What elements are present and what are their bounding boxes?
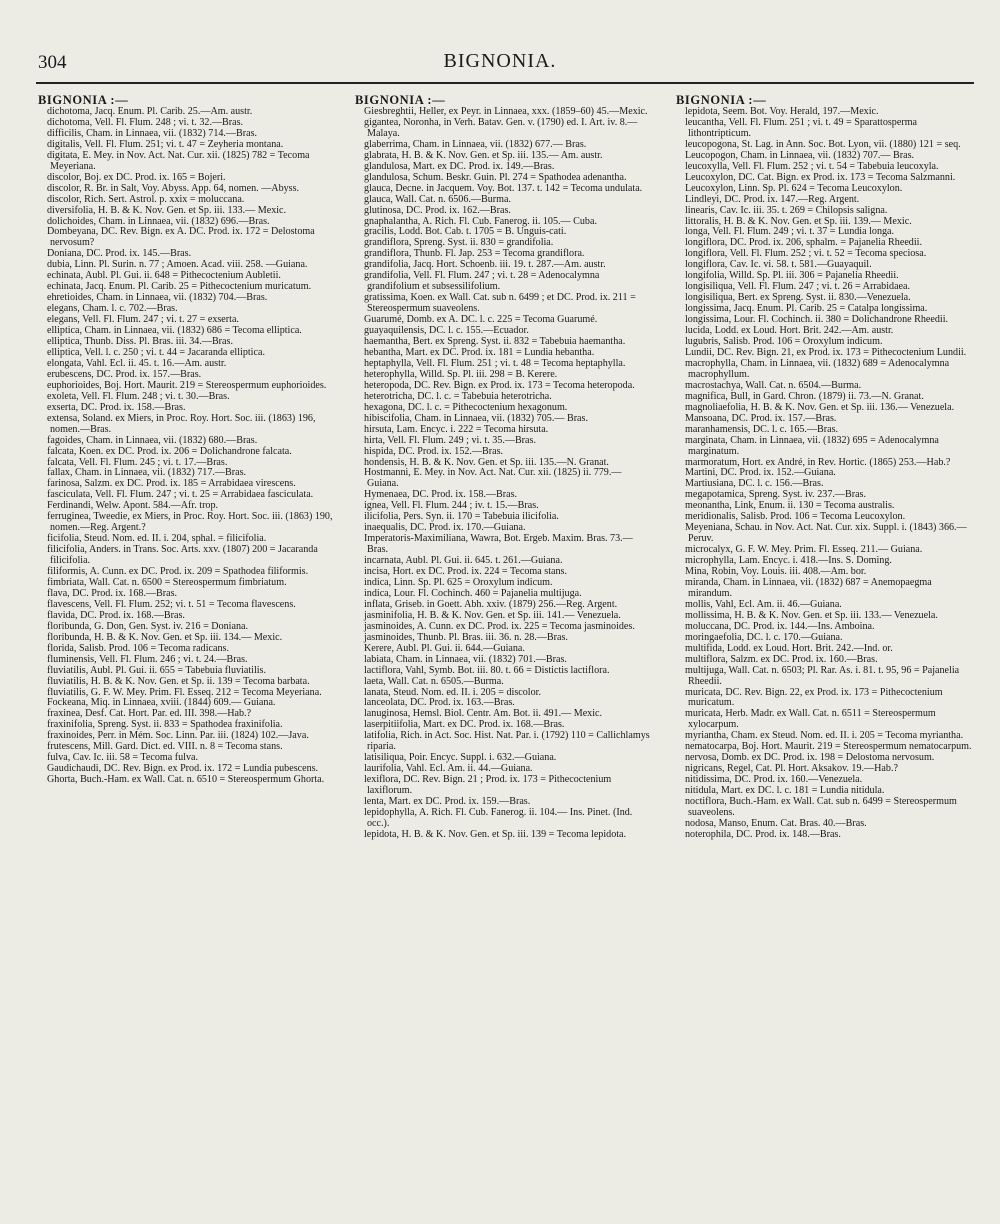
index-entry: meridionalis, Salisb. Prod. 106 = Tecoma Leucoxylon. xyxy=(685,511,906,523)
index-entry: lepidophylla, A. Rich. Fl. Cub. Fanerog. ii. 104.— Ins. Pinet. (Ind. occ.). xyxy=(364,807,633,829)
index-entry: incarnata, Aubl. Pl. Gui. ii. 645. t. 261.—Guiana. xyxy=(364,555,563,567)
index-entry: heptaphylla, Vell. Fl. Flum. 251 ; vi. t. 48 = Tecoma heptaphylla. xyxy=(364,357,626,369)
index-entry: fluminensis, Vell. Fl. Flum. 246 ; vi. t. 24.—Bras. xyxy=(47,653,248,665)
index-entry: flavescens, Vell. Fl. Flum. 252; vi. t. 51 = Tecoma flavescens. xyxy=(47,598,296,610)
index-entry: Lundii, DC. Rev. Bign. 21, ex Prod. ix. 173 = Pithecoctenium Lundii. xyxy=(685,346,967,358)
index-entry: floribunda, H. B. & K. Nov. Gen. et Sp. iii. 134.— Mexic. xyxy=(47,631,283,643)
index-entry: glabrata, H. B. & K. Nov. Gen. et Sp. iii. 135.— Am. austr. xyxy=(364,149,603,161)
index-entry: dubia, Linn. Pl. Surin. n. 77 ; Amoen. Acad. viii. 258. —Guiana. xyxy=(47,259,308,271)
index-entry: Mina, Robin, Voy. Louis. iii. 408.—Am. bor. xyxy=(685,566,867,578)
index-entry: Martiusiana, DC. l. c. 156.—Bras. xyxy=(685,478,824,490)
index-entry: lanata, Steud. Nom. ed. II. i. 205 = discolor. xyxy=(364,686,541,698)
running-head: BIGNONIA. xyxy=(443,50,557,72)
index-entry: indica, Linn. Sp. Pl. 625 = Oroxylum indicum. xyxy=(364,576,553,588)
index-entry: glauca, Decne. in Jacquem. Voy. Bot. 137. t. 142 = Tecoma undulata. xyxy=(364,182,643,194)
entry-list xyxy=(38,107,334,786)
index-entry: mollissima, H. B. & K. Nov. Gen. et Sp. iii. 133.— Venezuela. xyxy=(685,609,938,621)
entry-list xyxy=(676,107,972,841)
index-entry: nematocarpa, Boj. Hort. Maurit. 219 = Stereospermum nematocarpum. xyxy=(685,741,972,753)
index-entry: grandiflora, Spreng. Syst. ii. 830 = grandifolia. xyxy=(364,237,554,249)
column-heading: BIGNONIA :— xyxy=(355,93,446,107)
index-entry: grandifolia, Jacq. Hort. Schoenb. iii. 19. t. 287.—Am. austr. xyxy=(364,259,606,271)
index-entry: fraxinifolia, Spreng. Syst. ii. 833 = Spathodea fraxinifolia. xyxy=(47,719,283,731)
index-entry: fluviatilis, G. F. W. Mey. Prim. Fl. Esseq. 212 = Tecoma Meyeriana. xyxy=(47,686,322,698)
index-entry: lugubris, Salisb. Prod. 106 = Oroxylum indicum. xyxy=(685,336,883,348)
index-entry: Lindleyi, DC. Prod. ix. 147.—Reg. Argent. xyxy=(685,193,860,205)
index-entry: noctiflora, Buch.-Ham. ex Wall. Cat. sub n. 6499 = Stereospermum suaveolens. xyxy=(685,796,957,818)
index-entry: elliptica, Vell. l. c. 250 ; vi. t. 44 = Jacaranda elliptica. xyxy=(47,346,265,358)
index-entry: glandulosa, Schum. Beskr. Guin. Pl. 274 = Spathodea adenantha. xyxy=(364,171,627,183)
index-entry: marmoratum, Hort. ex André, in Rev. Hortic. (1865) 253.—Hab.? xyxy=(685,456,951,468)
index-entry: gigantea, Noronha, in Verh. Batav. Gen. v. (1790) ed. I. Art. iv. 8.—Malaya. xyxy=(364,116,638,139)
index-entry: ferruginea, Tweedie, ex Miers, in Proc. Roy. Hort. Soc. iii. (1863) 190, nomen.—Reg. Argent.? xyxy=(47,511,333,534)
index-entry: Martini, DC. Prod. ix. 152.—Guiana. xyxy=(685,467,836,479)
index-entry: exoleta, Vell. Fl. Flum. 248 ; vi. t. 30.—Bras. xyxy=(47,390,230,402)
index-entry: jasminoides, Thunb. Pl. Bras. iii. 36. n. 28.—Bras. xyxy=(364,631,568,643)
index-entry: lucida, Lodd. ex Loud. Hort. Brit. 242.—Am. austr. xyxy=(685,325,894,337)
index-entry: euphorioides, Boj. Hort. Maurit. 219 = Stereospermum euphorioides. xyxy=(47,379,327,391)
index-entry: exserta, DC. Prod. ix. 158.—Bras. xyxy=(47,401,186,413)
index-entry: leucantha, Vell. Fl. Flum. 251 ; vi. t. 49 = Sparattosperma lithontripticum. xyxy=(685,116,918,139)
index-entry: microphylla, Lam. Encyc. i. 418.—Ins. S. Doming. xyxy=(685,555,892,567)
index-entry: nitidula, Mart. ex DC. l. c. 181 = Lundia nitidula. xyxy=(685,785,885,797)
index-entry: glaberrima, Cham. in Linnaea, vii. (1832) 677.— Bras. xyxy=(364,138,587,150)
index-entry: Leucoxylon, Linn. Sp. Pl. 624 = Tecoma Leucoxylon. xyxy=(685,182,903,194)
index-entry: heterotricha, DC. l. c. = Tabebuia heterotricha. xyxy=(364,390,552,402)
index-entry: ilicifolia, Pers. Syn. ii. 170 = Tabebuia ilicifolia. xyxy=(364,511,559,523)
index-entry: ignea, Vell. Fl. Flum. 244 ; iv. t. 15.—Bras. xyxy=(364,500,539,512)
index-entry: Mansoana, DC. Prod. ix. 157.—Bras. xyxy=(685,412,837,424)
index-entry: glandulosa, Mart. ex DC. Prod. ix. 149.—Bras. xyxy=(364,160,555,172)
index-entry: nervosa, Domb. ex DC. Prod. ix. 198 = Delostoma nervosum. xyxy=(685,752,935,764)
index-entry: fagoides, Cham. in Linnaea, vii. (1832) 680.—Bras. xyxy=(47,434,258,446)
index-entry: nitidissima, DC. Prod. ix. 160.—Venezuela. xyxy=(685,774,863,786)
index-entry: Guarumé, Domb. ex A. DC. l. c. 225 = Tecoma Guarumé. xyxy=(364,314,598,326)
index-entry: discolor, R. Br. in Salt, Voy. Abyss. App. 64, nomen. —Abyss. xyxy=(47,182,300,194)
column-heading: BIGNONIA :— xyxy=(676,93,767,107)
column-1 xyxy=(38,92,334,786)
index-entry: extensa, Soland. ex Miers, in Proc. Roy. Hort. Soc. iii. (1863) 196, nomen.—Bras. xyxy=(47,412,316,435)
index-entry: macrophylla, Cham. in Linnaea, vii. (1832) 689 = Adenocalymna macrophyllum. xyxy=(685,357,950,380)
index-entry: noterophila, DC. Prod. ix. 148.—Bras. xyxy=(685,828,841,840)
index-entry: leucoxylla, Vell. Fl. Flum. 252 ; vi. t. 54 = Tabebuia leucoxyla. xyxy=(685,160,939,172)
index-entry: megapotamica, Spreng. Syst. iv. 237.—Bras. xyxy=(685,489,867,501)
index-entry: farinosa, Salzm. ex DC. Prod. ix. 185 = Arrabidaea virescens. xyxy=(47,478,296,490)
index-entry: longissima, Lour. Fl. Cochinch. ii. 380 = Dolichandrone Rheedii. xyxy=(685,314,949,326)
index-entry: Leucopogon, Cham. in Linnaea, vii. (1832) 707.— Bras. xyxy=(685,149,915,161)
index-entry: discolor, Boj. ex DC. Prod. ix. 165 = Bojeri. xyxy=(47,171,226,183)
index-entry: dichotoma, Vell. Fl. Flum. 248 ; vi. t. 32.—Bras. xyxy=(47,116,244,128)
index-entry: microcalyx, G. F. W. Mey. Prim. Fl. Esseq. 211.— Guiana. xyxy=(685,544,923,556)
index-entry: fallax, Cham. in Linnaea, vii. (1832) 717.—Bras. xyxy=(47,467,247,479)
index-entry: glutinosa, DC. Prod. ix. 162.—Bras. xyxy=(364,204,511,216)
index-entry: Doniana, DC. Prod. ix. 145.—Bras. xyxy=(47,248,192,260)
header-rule xyxy=(36,82,974,84)
index-entry: flavida, DC. Prod. ix. 168.—Bras. xyxy=(47,609,185,621)
index-entry: elegans, Vell. Fl. Flum. 247 ; vi. t. 27 = exserta. xyxy=(47,314,239,326)
index-entry: gratissima, Koen. ex Wall. Cat. sub n. 6499 ; et DC. Prod. ix. 211 = Stereospermum suaveolens. xyxy=(364,292,636,315)
index-entry: filicifolia, Anders. in Trans. Soc. Arts. xxv. (1807) 200 = Jacaranda filicifolia. xyxy=(47,544,318,567)
index-entry: jasminifolia, H. B. & K. Nov. Gen. et Sp. iii. 141.— Venezuela. xyxy=(364,609,621,621)
index-entry: hexagona, DC. l. c. = Pithecoctenium hexagonum. xyxy=(364,401,568,413)
index-entry: moringaefolia, DC. l. c. 170.—Guiana. xyxy=(685,631,843,643)
index-entry: frutescens, Mill. Gard. Dict. ed. VIII. n. 8 = Tecoma stans. xyxy=(47,741,283,753)
index-entry: longiflora, Vell. Fl. Flum. 252 ; vi. t. 52 = Tecoma speciosa. xyxy=(685,248,927,260)
index-entry: heteropoda, DC. Rev. Bign. ex Prod. ix. 173 = Tecoma heteropoda. xyxy=(364,379,635,391)
index-entry: magnoliaefolia, H. B. & K. Nov. Gen. et Sp. iii. 136.— Venezuela. xyxy=(685,401,955,413)
index-entry: dolichoides, Cham. in Linnaea, vii. (1832) 696.—Bras. xyxy=(47,215,270,227)
index-entry: ficifolia, Steud. Nom. ed. II. i. 204, sphal. = filicifolia. xyxy=(47,533,267,545)
index-entry: fluviatilis, Aubl. Pl. Gui. ii. 655 = Tabebuia fluviatilis. xyxy=(47,664,267,676)
index-entry: fraxinoides, Perr. in Mém. Soc. Linn. Par. iii. (1824) 102.—Java. xyxy=(47,730,309,742)
index-entry: lanceolata, DC. Prod. ix. 163.—Bras. xyxy=(364,697,515,709)
index-entry: fimbriata, Wall. Cat. n. 6500 = Stereospermum fimbriatum. xyxy=(47,576,287,588)
index-entry: multiflora, Salzm. ex DC. Prod. ix. 160.—Bras. xyxy=(685,653,878,665)
index-entry: myriantha, Cham. ex Steud. Nom. ed. II. i. 205 = Tecoma myriantha. xyxy=(685,730,964,742)
index-entry: dichotoma, Jacq. Enum. Pl. Carib. 25.—Am. austr. xyxy=(47,106,253,117)
index-entry: Imperatoris-Maximiliana, Wawra, Bot. Ergeb. Maxim. Bras. 73.—Bras. xyxy=(364,533,633,556)
index-entry: longiflora, Cav. Ic. vi. 58. t. 581.—Guayaquil. xyxy=(685,259,872,271)
index-entry: difficilis, Cham. in Linnaea, vii. (1832) 714.—Bras. xyxy=(47,127,258,139)
index-entry: filiformis, A. Cunn. ex DC. Prod. ix. 209 = Spathodea filiformis. xyxy=(47,566,309,578)
column-2 xyxy=(355,92,651,841)
index-entry: longiflora, DC. Prod. ix. 206, sphalm. = Pajanelia Rheedii. xyxy=(685,237,922,249)
index-entry: grandifolia, Vell. Fl. Flum. 247 ; vi. t. 28 = Adenocalymna grandifolium et subsessilifolium. xyxy=(364,270,600,293)
index-entry: littoralis, H. B. & K. Nov. Gen. et Sp. iii. 139.— Mexic. xyxy=(685,215,912,227)
index-entry: multifida, Lodd. ex Loud. Hort. Brit. 242.—Ind. or. xyxy=(685,642,893,654)
index-entry: Hymenaea, DC. Prod. ix. 158.—Bras. xyxy=(364,489,518,501)
index-entry: elongata, Vahl. Ecl. ii. 45. t. 16.—Am. austr. xyxy=(47,357,227,369)
index-entry: guayaquilensis, DC. l. c. 155.—Ecuador. xyxy=(364,325,529,337)
index-entry: indica, Lour. Fl. Cochinch. 460 = Pajanelia multijuga. xyxy=(364,587,582,599)
index-entry: Meyeniana, Schau. in Nov. Act. Nat. Cur. xix. Suppl. i. (1843) 366.—Peruv. xyxy=(685,522,967,545)
index-entry: Hostmanni, E. Mey. in Nov. Act. Nat. Cur. xii. (1825) ii. 779.—Guiana. xyxy=(364,467,622,490)
index-entry: Giesbreghtii, Heller, ex Peyr. in Linnaea, xxx. (1859–60) 45.—Mexic. xyxy=(364,106,648,117)
entry-list xyxy=(355,107,651,841)
index-entry: longisiliqua, Bert. ex Spreng. Syst. ii. 830.—Venezuela. xyxy=(685,292,911,304)
index-entry: multijuga, Wall. Cat. n. 6503; Pl. Rar. As. i. 81. t. 95, 96 = Pajanelia Rheedii. xyxy=(685,664,960,687)
index-entry: elliptica, Thunb. Diss. Pl. Bras. iii. 34.—Bras. xyxy=(47,336,233,348)
index-entry: fasciculata, Vell. Fl. Flum. 247 ; vi. t. 25 = Arrabidaea fasciculata. xyxy=(47,489,314,501)
index-entry: diversifolia, H. B. & K. Nov. Gen. et Sp. iii. 133.— Mexic. xyxy=(47,204,287,216)
index-entry: Ghorta, Buch.-Ham. ex Wall. Cat. n. 6510 = Stereospermum Ghorta. xyxy=(47,774,325,786)
page-number: 304 xyxy=(38,52,67,73)
index-entry: echinata, Aubl. Pl. Gui. ii. 648 = Pithecoctenium Aubletii. xyxy=(47,270,281,282)
index-entry: fulva, Cav. Ic. iii. 58 = Tecoma fulva. xyxy=(47,752,199,764)
index-entry: lenta, Mart. ex DC. Prod. ix. 159.—Bras. xyxy=(364,796,531,808)
index-entry: grandiflora, Thunb. Fl. Jap. 253 = Tecoma grandiflora. xyxy=(364,248,585,260)
index-entry: jasminoides, A. Cunn. ex DC. Prod. ix. 225 = Tecoma jasminoides. xyxy=(364,620,635,632)
index-entry: nodosa, Manso, Enum. Cat. Bras. 40.—Bras. xyxy=(685,817,867,829)
index-entry: hirta, Vell. Fl. Flum. 249 ; vi. t. 35.—Bras. xyxy=(364,434,536,446)
index-entry: meonantha, Link, Enum. ii. 130 = Tecoma australis. xyxy=(685,500,895,512)
index-entry: echinata, Jacq. Enum. Pl. Carib. 25 = Pithecoctenium muricatum. xyxy=(47,281,312,293)
column-3 xyxy=(676,92,972,841)
index-entry: ehretioides, Cham. in Linnaea, vii. (1832) 704.—Bras. xyxy=(47,292,268,304)
index-entry: moluccana, DC. Prod. ix. 144.—Ins. Amboina. xyxy=(685,620,875,632)
index-entry: falcata, Vell. Fl. Flum. 245 ; vi. t. 17.—Bras. xyxy=(47,456,228,468)
index-entry: linearis, Cav. Ic. iii. 35. t. 269 = Chilopsis saligna. xyxy=(685,204,888,216)
index-entry: latisiliqua, Poir. Encyc. Suppl. i. 632.—Guiana. xyxy=(364,752,557,764)
index-entry: elegans, Cham. l. c. 702.—Bras. xyxy=(47,303,178,315)
index-entry: Ferdinandi, Welw. Apont. 584.—Afr. trop. xyxy=(47,500,219,512)
index-entry: gracilis, Lodd. Bot. Cab. t. 1705 = B. Unguis-cati. xyxy=(364,226,567,238)
index-entry: heterophylla, Willd. Sp. Pl. iii. 298 = B. Kerere. xyxy=(364,368,558,380)
index-entry: hondensis, H. B. & K. Nov. Gen. et Sp. iii. 135.—N. Granat. xyxy=(364,456,609,468)
index-entry: lactiflora, Vahl, Symb. Bot. iii. 80. t. 66 = Distictis lactiflora. xyxy=(364,664,610,676)
index-entry: digitata, E. Mey. in Nov. Act. Nat. Cur. xii. (1825) 782 = Tecoma Meyeriana. xyxy=(47,149,310,172)
index-entry: hibiscifolia, Cham. in Linnaea, vii. (1832) 705.— Bras. xyxy=(364,412,588,424)
index-entry: digitalis, Vell. Fl. Flum. 251; vi. t. 47 = Zeyheria montana. xyxy=(47,138,284,150)
index-entry: floribunda, G. Don, Gen. Syst. iv. 216 = Doniana. xyxy=(47,620,249,632)
index-entry: muricata, Herb. Madr. ex Wall. Cat. n. 6511 = Stereospermum xylocarpum. xyxy=(685,708,936,731)
index-entry: laserpitiifolia, Mart. ex DC. Prod. ix. 168.—Bras. xyxy=(364,719,565,731)
index-entry: latifolia, Rich. in Act. Soc. Hist. Nat. Par. i. (1792) 110 = Callichlamys riparia. xyxy=(364,730,650,753)
index-entry: mollis, Vahl, Ecl. Am. ii. 46.—Guiana. xyxy=(685,598,842,610)
index-entry: haemantha, Bert. ex Spreng. Syst. ii. 832 = Tabebuia haemantha. xyxy=(364,336,626,348)
index-entry: longifolia, Willd. Sp. Pl. iii. 306 = Pajanelia Rheedii. xyxy=(685,270,899,282)
index-entry: hispida, DC. Prod. ix. 152.—Bras. xyxy=(364,445,504,457)
index-entry: falcata, Koen. ex DC. Prod. ix. 206 = Dolichandrone falcata. xyxy=(47,445,292,457)
index-entry: flava, DC. Prod. ix. 168.—Bras. xyxy=(47,587,178,599)
index-entry: miranda, Cham. in Linnaea, vii. (1832) 687 = Anemopaegma mirandum. xyxy=(685,576,932,599)
index-entry: inaequalis, DC. Prod. ix. 170.—Guiana. xyxy=(364,522,526,534)
index-entry: fraxinea, Desf. Cat. Hort. Par. ed. III. 398.—Hab.? xyxy=(47,708,252,720)
index-entry: muricata, DC. Rev. Bign. 22, ex Prod. ix. 173 = Pithecoctenium muricatum. xyxy=(685,686,943,709)
index-entry: marginata, Cham. in Linnaea, vii. (1832) 695 = Adenocalymna marginatum. xyxy=(685,434,939,457)
index-entry: nigricans, Regel, Cat. Pl. Hort. Aksakov. 19.—Hab.? xyxy=(685,763,898,775)
index-entry: leucopogona, St. Lag. in Ann. Soc. Bot. Lyon, vii. (1880) 121 = seq. xyxy=(685,138,961,150)
index-entry: lexiflora, DC. Rev. Bign. 21 ; Prod. ix. 173 = Pithecoctenium laxiflorum. xyxy=(364,774,612,797)
index-entry: macrostachya, Wall. Cat. n. 6504.—Burma. xyxy=(685,379,862,391)
index-entry: lanuginosa, Hemsl. Biol. Centr. Am. Bot. ii. 491.— Mexic. xyxy=(364,708,603,720)
index-entry: Kerere, Aubl. Pl. Gui. ii. 644.—Guiana. xyxy=(364,642,525,654)
index-entry: Fockeana, Miq. in Linnaea, xviii. (1844) 609.— Guiana. xyxy=(47,697,276,709)
index-entry: inflata, Griseb. in Goett. Abh. xxiv. (1879) 256.—Reg. Argent. xyxy=(364,598,618,610)
index-entry: incisa, Hort. ex DC. Prod. ix. 224 = Tecoma stans. xyxy=(364,566,568,578)
index-entry: laurifolia, Vahl. Ecl. Am. ii. 44.—Guiana. xyxy=(364,763,533,775)
index-entry: florida, Salisb. Prod. 106 = Tecoma radicans. xyxy=(47,642,229,654)
index-entry: longa, Vell. Fl. Flum. 249 ; vi. t. 37 = Lundia longa. xyxy=(685,226,895,238)
index-entry: lepidota, Seem. Bot. Voy. Herald, 197.—Mexic. xyxy=(685,106,879,117)
index-entry: hebantha, Mart. ex DC. Prod. ix. 181 = Lundia hebantha. xyxy=(364,346,595,358)
index-entry: laeta, Wall. Cat. n. 6505.—Burma. xyxy=(364,675,504,687)
index-entry: glauca, Wall. Cat. n. 6506.—Burma. xyxy=(364,193,512,205)
index-entry: Leucoxylon, DC. Cat. Bign. ex Prod. ix. 173 = Tecoma Salzmanni. xyxy=(685,171,956,183)
index-entry: elliptica, Cham. in Linnaea, vii. (1832) 686 = Tecoma elliptica. xyxy=(47,325,302,337)
index-entry: magnifica, Bull, in Gard. Chron. (1879) ii. 73.—N. Granat. xyxy=(685,390,924,402)
index-entry: longissima, Jacq. Enum. Pl. Carib. 25 = Catalpa longissima. xyxy=(685,303,928,315)
index-entry: erubescens, DC. Prod. ix. 157.—Bras. xyxy=(47,368,202,380)
index-entry: Dombeyana, DC. Rev. Bign. ex A. DC. Prod. ix. 172 = Delostoma nervosum? xyxy=(47,226,315,249)
index-entry: fluviatilis, H. B. & K. Nov. Gen. et Sp. ii. 139 = Tecoma barbata. xyxy=(47,675,310,687)
index-entry: lepidota, H. B. & K. Nov. Gen. et Sp. iii. 139 = Tecoma lepidota. xyxy=(364,828,627,840)
index-entry: longisiliqua, Vell. Fl. Flum. 247 ; vi. t. 26 = Arrabidaea. xyxy=(685,281,911,293)
index-entry: discolor, Rich. Sert. Astrol. p. xxix = moluccana. xyxy=(47,193,245,205)
index-entry: gnaphalantha, A. Rich. Fl. Cub. Fanerog. ii. 105.— Cuba. xyxy=(364,215,597,227)
index-entry: Gaudichaudi, DC. Rev. Bign. ex Prod. ix. 172 = Lundia pubescens. xyxy=(47,763,319,775)
index-entry: hirsuta, Lam. Encyc. i. 222 = Tecoma hirsuta. xyxy=(364,423,549,435)
column-heading: BIGNONIA :— xyxy=(38,93,129,107)
index-entry: maranhamensis, DC. l. c. 165.—Bras. xyxy=(685,423,839,435)
index-entry: labiata, Cham. in Linnaea, vii. (1832) 701.—Bras. xyxy=(364,653,567,665)
